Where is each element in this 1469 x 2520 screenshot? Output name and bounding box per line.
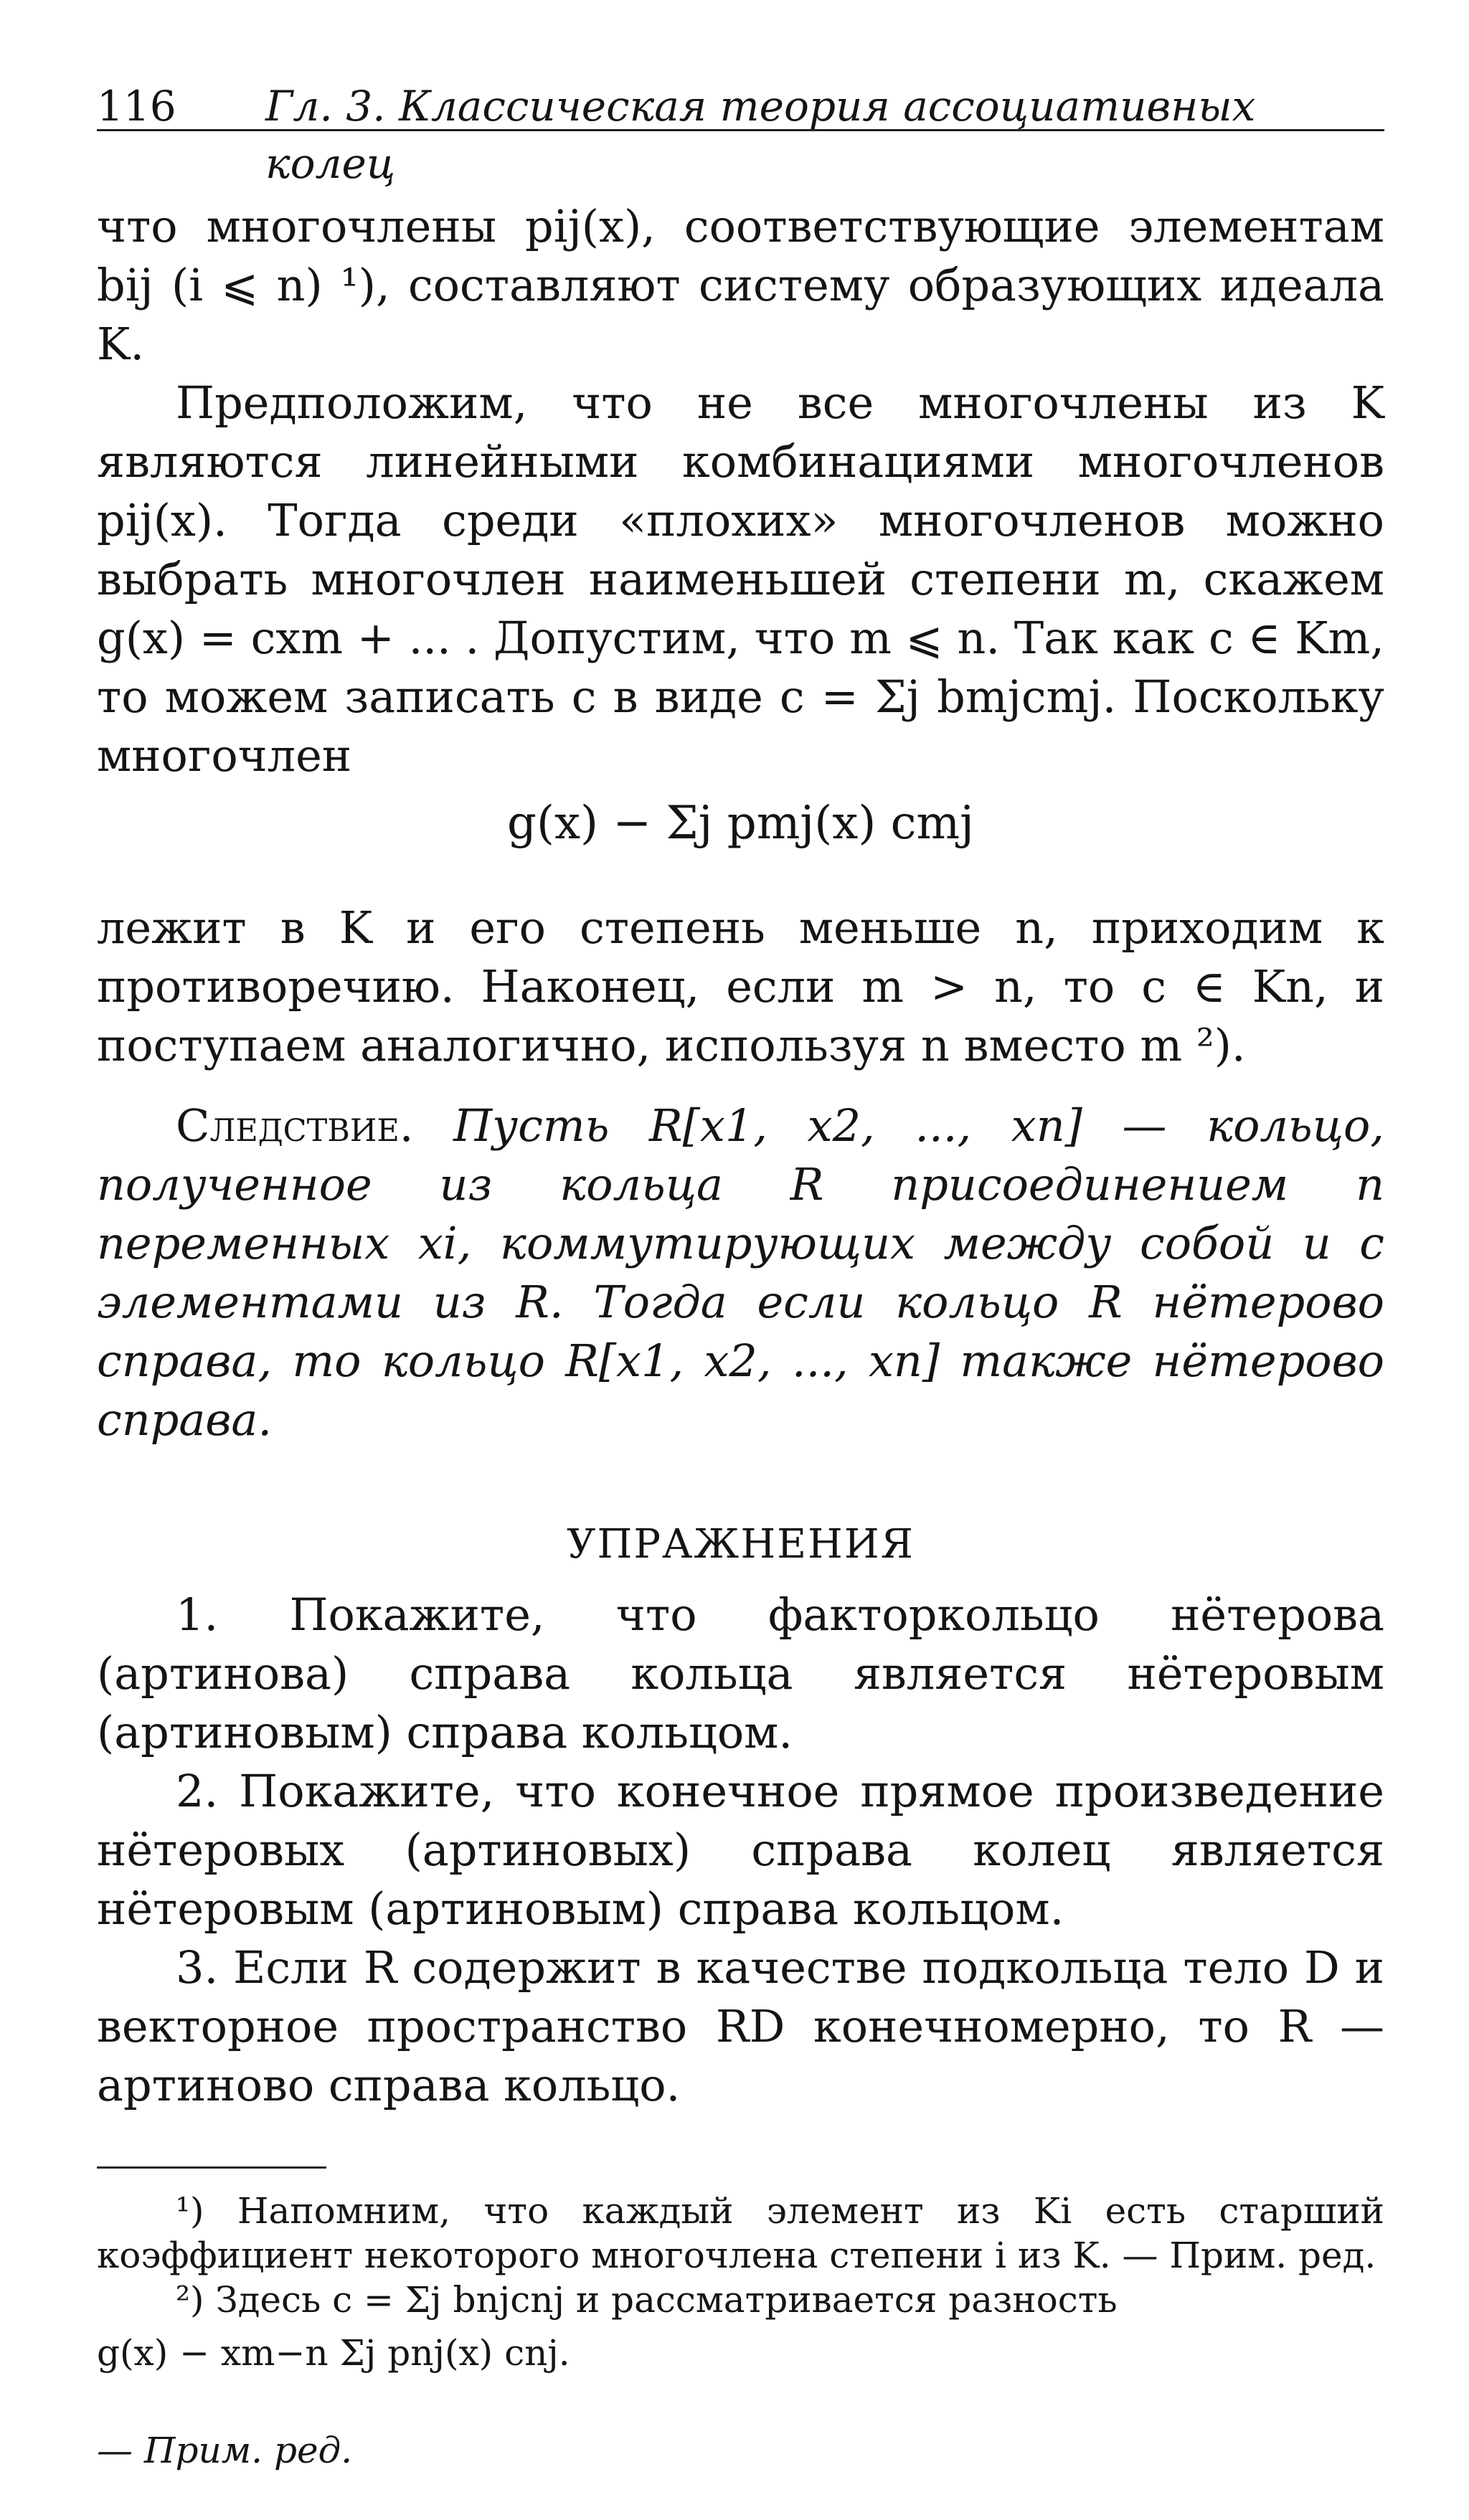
display-formula-1: g(x) − Σj pmj(x) cmj — [507, 797, 974, 850]
footnote-1: ¹) Напомним, что каждый элемент из Ki есть старший коэффициент некоторого многочлена степени i из K. — Прим. ред. — [97, 2190, 1384, 2276]
corollary-label: Следствие. — [176, 1099, 414, 1152]
exercise-3: 3. Если R содержит в качестве подкольца тело D и векторное пространство RD конечномерно, то R — артиново справа кольцо. — [97, 1941, 1384, 2111]
paragraph-2: Предположим, что не все многочлены из K являются линейными комбинациями многочленов pij(x). Тогда среди «плохих» многочленов можно выбрать многочлен наименьшей степени m, скажем g(x) = cxm + ... . Допустим, что m ⩽ n. Так как c ∈ Km, то можем записать c в виде c = Σj bmjcmj. Поскольку многочлен — [97, 376, 1384, 782]
footnote-2-end: — Прим. ред. — [97, 2430, 353, 2471]
running-header — [97, 72, 1384, 188]
page-number: 116 — [97, 82, 176, 131]
footnote-2: ²) Здесь c = Σj bnjcnj и рассматривается разность — [176, 2279, 1118, 2321]
footnote-rule — [97, 2166, 326, 2169]
exercise-1: 1. Покажите, что факторкольцо нётерова (артинова) справа кольца является нётеровым (артиновым) справа кольцом. — [97, 1588, 1384, 1758]
corollary-text: Пусть R[x1, x2, ..., xn] — кольцо, полученное из кольца R присоединением n переменных xi, коммутирующих между собой и с элементами из R. Тогда если кольцо R нётерово справа, то кольцо R[x1, x2, ..., xn] также нётерово справа. — [97, 1099, 1384, 1446]
corollary — [97, 1096, 1384, 1449]
paragraph-1: что многочлены pij(x), соответствующие элементам bij (i ⩽ n) ¹), составляют систему образующих идеала K. — [97, 200, 1384, 370]
chapter-title: Гл. 3. Классическая теория ассоциативных колец — [265, 82, 1256, 188]
paragraph-3: лежит в K и его степень меньше n, приходим к противоречию. Наконец, если m > n, то c ∈ Kn, и поступаем аналогично, используя n вместо m ²). — [97, 901, 1384, 1071]
page-body — [97, 197, 1384, 2480]
exercise-2: 2. Покажите, что конечное прямое произведение нётеровых (артиновых) справа колец является нётеровым (артиновым) справа кольцом. — [97, 1765, 1384, 1935]
footnote-2-formula: g(x) − xm−n Σj pnj(x) cnj. — [97, 2332, 570, 2374]
exercises-heading: УПРАЖНЕНИЯ — [567, 1521, 915, 1568]
